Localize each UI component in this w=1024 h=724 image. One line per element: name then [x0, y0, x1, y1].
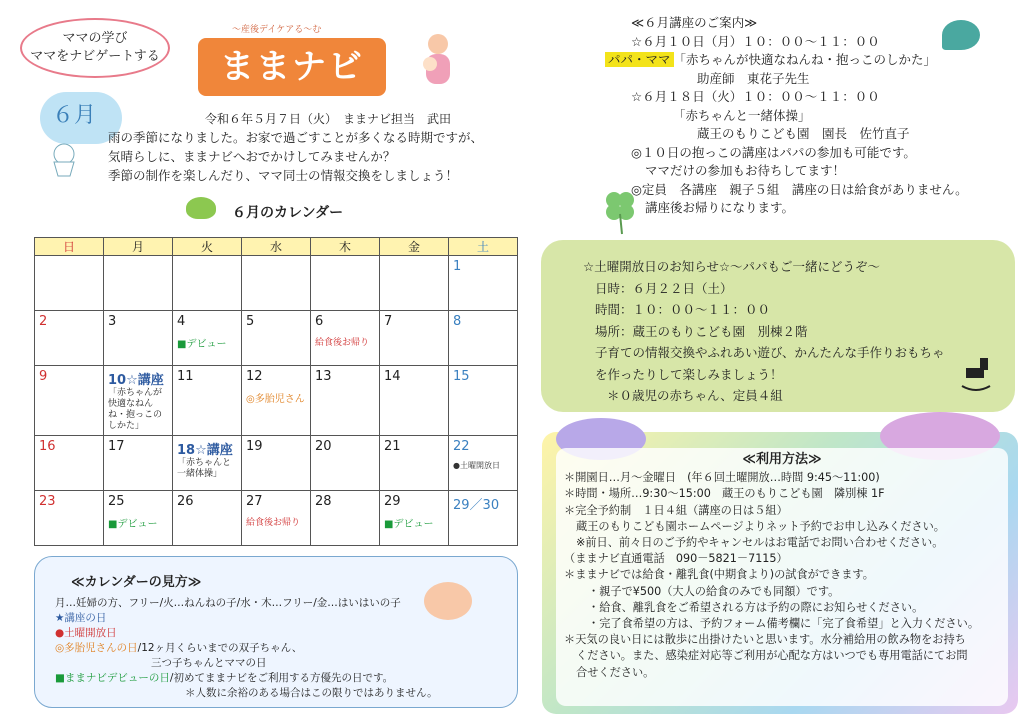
calendar-header-row	[35, 238, 518, 256]
lecture-1-teacher: 助産師 東花子先生	[697, 70, 810, 86]
usage-title: ≪利用方法≫	[742, 452, 822, 467]
calendar-day-number: 7	[384, 314, 393, 329]
saturday-time: 時間：１０：００～１１：００	[595, 302, 771, 317]
saturday-note: ＊０歳児の赤ちゃん、定員４組	[607, 388, 783, 403]
calendar-day-cell	[311, 491, 380, 546]
calendar-day-cell	[35, 491, 104, 546]
usage-line-3: ＊完全予約制 １日４組（講座の日は５組）	[564, 503, 788, 517]
lecture-1-title: 「赤ちゃんが快適なねんね・抱っこのしかた」	[673, 52, 937, 67]
calendar-week-row	[35, 366, 518, 436]
usage-line-8: ・親子で¥500（大人の給食のみでも同額）です。	[588, 584, 840, 598]
calendar-day-cell	[242, 436, 311, 491]
calendar-table	[34, 237, 518, 546]
month-label: ６月	[52, 103, 97, 128]
issue-date: 令和６年５月７日（火） ままナビ担当 武田	[205, 112, 452, 126]
papa-mama-badge: パパ・ママ	[605, 52, 674, 67]
weekday-mon: 月	[104, 238, 173, 256]
lecture-2-date: ☆６月１８日（火）１０：００～１１：００	[631, 89, 880, 104]
calendar-day-number: 14	[384, 369, 401, 384]
calendar-day-cell	[173, 436, 242, 491]
calendar-day-cell	[449, 256, 518, 311]
calendar-day-number: 15	[453, 369, 470, 384]
lecture-2-teacher: 蔵王のもりこども園 園長 佐竹直子	[697, 126, 910, 141]
mother-baby-icon	[410, 28, 466, 90]
usage-line-7: ＊ままナビでは給食・離乳食(中期食より)の試食ができます。	[564, 568, 874, 582]
lecture-note-1	[605, 144, 968, 163]
legend-line-4	[55, 641, 497, 656]
calendar-day-cell	[311, 366, 380, 436]
teru-teru-bozu-icon	[44, 140, 84, 180]
calendar-day-number: 6	[315, 314, 324, 329]
calendar-day-cell	[242, 256, 311, 311]
intro-line-2: 気晴らしに、ままナビへおでかけしてみませんか？	[108, 149, 396, 164]
calendar-day-number: 26	[177, 494, 194, 509]
calendar-day-cell	[449, 311, 518, 366]
calendar-day-cell	[104, 311, 173, 366]
saturday-title: ☆土曜開放日のお知らせ☆～パパもご一緒にどうぞ～	[583, 259, 881, 274]
calendar-day-cell	[35, 311, 104, 366]
calendar-day-note: ◎多胎児さん	[246, 394, 305, 405]
calendar-day-cell	[104, 491, 173, 546]
speech-bubble	[20, 18, 170, 78]
lecture-note-2: ママだけの参加もお待ちしてます！	[645, 163, 846, 178]
saturday-date: 日時：６月２２日（土）	[595, 280, 733, 296]
logo-subtitle: ～産後デイケアる～む	[232, 25, 322, 35]
calendar-day-cell	[242, 366, 311, 436]
calendar-day-cell	[104, 366, 173, 436]
calendar-day-number: 29	[384, 494, 401, 509]
legend-twins-label: ◎多胎児さんの日	[55, 642, 138, 654]
weekday-sat: 土	[449, 238, 518, 256]
legend-line-2: ★講座の日	[55, 612, 107, 624]
calendar-day-cell	[173, 256, 242, 311]
calendar-day-note: 「赤ちゃんと一緒体操」	[177, 458, 232, 479]
legend-debut-desc: /初めてままナビをご利用する方優先の日です。	[169, 672, 394, 684]
legend-line-6	[55, 671, 497, 686]
calendar-day-cell	[173, 311, 242, 366]
usage-line-9: ・給食、離乳食をご希望される方は予約の際にお知らせください。	[588, 600, 924, 614]
weekday-thu: 木	[311, 238, 380, 256]
calendar-day-number: 3	[108, 314, 117, 329]
legend-line-7: ＊人数に余裕のある場合はこの限りではありません。	[185, 687, 438, 699]
usage-line-13: 合せください。	[576, 665, 655, 679]
calendar-day-cell	[35, 256, 104, 311]
lecture-2-title: 「赤ちゃんと一緒体操」	[673, 107, 811, 123]
calendar-day-number: 25	[108, 494, 125, 509]
calendar-day-cell	[104, 256, 173, 311]
rocking-horse-icon	[958, 352, 994, 392]
calendar-day-number: 17	[108, 439, 125, 454]
calendar-legend	[34, 556, 518, 708]
calendar-week-row	[35, 311, 518, 366]
legend-twins-desc: /12ヶ月くらいまでの双子ちゃん、	[137, 642, 303, 654]
lecture-title: ≪６月講座のご案内≫	[631, 15, 758, 30]
legend-title: ≪カレンダーの見方≫	[71, 575, 202, 590]
calendar-day-number: 5	[246, 314, 255, 329]
calendar-day-cell	[173, 491, 242, 546]
calendar-day-note: ■デビュー	[108, 519, 158, 530]
calendar-day-cell	[449, 491, 518, 546]
lecture-info	[605, 14, 968, 218]
calendar-day-number: 9	[39, 369, 48, 384]
calendar-week-row	[35, 436, 518, 491]
usage-line-11: ＊天気の良い日には散歩に出掛けたいと思います。水分補給用の飲み物をお持ち	[564, 633, 966, 647]
saturday-open-box	[541, 240, 1015, 412]
calendar-day-note: ■デビュー	[384, 519, 434, 530]
calendar-day-cell	[35, 436, 104, 491]
legend-line-3: ●土曜開放日	[55, 627, 117, 639]
intro-line-3: 季節の制作を楽しんだり、ママ同士の情報交換をしましょう！	[108, 168, 459, 183]
calendar-day-note: 給食後お帰り	[246, 518, 301, 528]
calendar-day-number: 13	[315, 369, 332, 384]
calendar-day-cell	[449, 436, 518, 491]
calendar-day-cell	[242, 491, 311, 546]
usage-line-2: ＊時間・場所…9:30～15:00 蔵王のもりこども園 隣別棟 1F	[564, 487, 885, 501]
usage-line-6: （ままナビ直通電話 090－5821－7115）	[564, 552, 788, 566]
calendar-day-number: 2	[39, 314, 48, 329]
calendar-body	[35, 256, 518, 546]
calendar-day-cell	[380, 436, 449, 491]
calendar-day-cell	[104, 436, 173, 491]
legend-debut-label: ■ままナビデビューの日	[55, 672, 170, 684]
calendar-day-number: 21	[384, 439, 401, 454]
calendar-day-number: 12	[246, 369, 263, 384]
usage-box	[556, 448, 1008, 706]
calendar-day-number: 1	[453, 259, 462, 274]
calendar-day-cell	[449, 366, 518, 436]
usage-line-4: 蔵王のもりこども園ホームページよりネット予約でお申し込みください。	[576, 519, 945, 533]
calendar-day-cell	[380, 256, 449, 311]
calendar-day-note: ■デビュー	[177, 339, 227, 350]
calendar-day-note: 「赤ちゃんが快適なねんね・抱っこのしかた」	[108, 388, 163, 431]
calendar-day-number: 29／30	[453, 498, 500, 513]
logo: ままナビ	[198, 38, 386, 96]
lecture-note-1-text: ◎１０日の抱っこの講座はパパの参加も可能です。	[631, 144, 916, 160]
calendar-day-number: 28	[315, 494, 332, 509]
legend-line-5: 三つ子ちゃんとママの日	[151, 657, 267, 669]
frog-icon	[186, 197, 216, 219]
legend-line-1: 月…妊婦の方、フリー/火…ねんねの子/水・木…フリー/金…はいはいの子	[55, 597, 401, 609]
calendar-day-number: 20	[315, 439, 332, 454]
lecture-1-title-row	[605, 51, 968, 70]
clover-icon	[600, 186, 640, 236]
calendar-day-cell	[311, 256, 380, 311]
usage-line-12: ください。また、感染症対応等ご利用が心配な方はいつでも専用電話にてお問	[576, 649, 968, 663]
usage-line-10: ・完了食希望の方は、予約フォーム備考欄に「完了食希望」と入力ください。	[588, 617, 980, 631]
calendar-day-number: 23	[39, 494, 56, 509]
bubble-line-2: ママをナビゲートする	[30, 49, 160, 64]
saturday-place: 場所：蔵王のもりこども園 別棟２階	[595, 323, 808, 339]
calendar-day-note: ●土曜開放日	[453, 461, 500, 470]
calendar-week-row	[35, 256, 518, 311]
crawling-baby-icon	[424, 582, 472, 620]
calendar-day-number: 18☆講座	[177, 443, 233, 458]
lecture-note-4: 講座後お帰りになります。	[645, 200, 795, 215]
usage-line-1: ＊開園日…月～金曜日 (年６回土曜開放…時間 9:45～11:00)	[564, 471, 880, 485]
calendar-day-cell	[173, 366, 242, 436]
bubble-line-1: ママの学び	[62, 31, 128, 46]
calendar-day-cell	[380, 311, 449, 366]
weekday-fri: 金	[380, 238, 449, 256]
calendar-day-number: 8	[453, 314, 462, 329]
usage-line-5: ※前日、前々日のご予約やキャンセルはお電話でお問い合わせください。	[576, 536, 944, 550]
calendar-day-note: 給食後お帰り	[315, 338, 370, 348]
lecture-note-3: ◎定員 各講座 親子５組 講座の日は給食がありません。	[631, 181, 968, 197]
calendar-day-number: 22	[453, 439, 470, 454]
intro-line-1: 雨の季節になりました。お家で過ごすことが多くなる時期ですが、	[108, 130, 484, 145]
calendar-day-cell	[311, 436, 380, 491]
calendar-day-cell	[311, 311, 380, 366]
weekday-sun: 日	[35, 238, 104, 256]
calendar-day-number: 27	[246, 494, 263, 509]
calendar-day-cell	[380, 366, 449, 436]
calendar-day-number: 16	[39, 439, 56, 454]
calendar-title: ６月のカレンダー	[232, 205, 344, 221]
weekday-tue: 火	[173, 238, 242, 256]
intro-text	[108, 128, 483, 185]
calendar-day-cell	[35, 366, 104, 436]
calendar-day-number: 11	[177, 369, 194, 384]
calendar-day-number: 4	[177, 314, 186, 329]
calendar-week-row	[35, 491, 518, 546]
calendar-day-number: 19	[246, 439, 263, 454]
calendar-day-cell	[242, 311, 311, 366]
saturday-desc-1: 子育ての情報交換やふれあい遊び、かんたんな手作りおもちゃ	[595, 345, 945, 360]
weekday-wed: 水	[242, 238, 311, 256]
calendar-day-number: 10☆講座	[108, 373, 164, 388]
saturday-desc-2: を作ったりして楽しみましょう！	[595, 366, 783, 382]
calendar-day-cell	[380, 491, 449, 546]
lecture-1-date: ☆６月１０日（月）１０：００～１１：００	[631, 33, 880, 49]
